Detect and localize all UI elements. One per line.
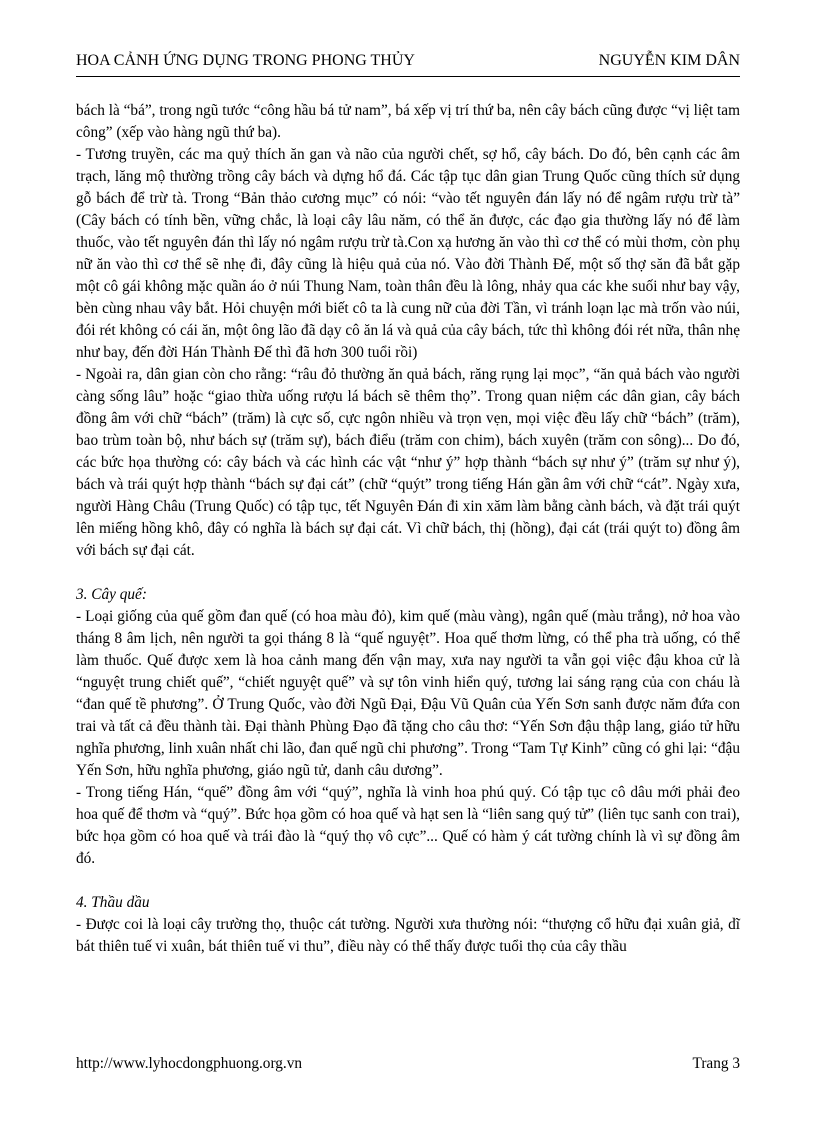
header-author: NGUYỄN KIM DÂN: [598, 52, 740, 69]
paragraph-1: bách là “bá”, trong ngũ tước “công hầu bá tử nam”, bá xếp vị trí thứ ba, nên cây bách cũng được “vị liệt tam công” (xếp vào hàng ngũ thứ ba).: [76, 102, 740, 141]
header-divider: [76, 76, 740, 77]
page-header: [76, 52, 740, 76]
section-heading-3: 3. Cây quế:: [76, 586, 147, 603]
paragraph-5: - Trong tiếng Hán, “quế” đồng âm với “quý”, nghĩa là vinh hoa phú quý. Có tập tục cô dâu mới phải đeo hoa quế để thơm và “quý”. Bức họa gồm có hoa quế và hạt sen là “liên sang quý tử” (liên tục sanh con trai), bức họa gồm có hoa quế và trái đào là “quý thọ vô cực”... Quế có hàm ý cát tường chính là vì sự đồng âm đó.: [76, 784, 740, 867]
header-title: HOA CẢNH ỨNG DỤNG TRONG PHONG THỦY: [76, 52, 415, 69]
footer-url[interactable]: http://www.lyhocdongphuong.org.vn: [76, 1055, 303, 1072]
page-number: Trang 3: [692, 1055, 740, 1072]
paragraph-3: - Ngoài ra, dân gian còn cho rằng: “râu đỏ thường ăn quả bách, răng rụng lại mọc”, “ăn quả bách vào người càng sống lâu” hoặc “giao thừa uống rượu lá bách sẽ thêm thọ”. Trong quan niệm các dân gian, cây bách đồng âm với chữ “bách” (trăm) là cực số, cực ngôn nhiều và trọn vẹn, mọi việc đều lấy chữ “bách” (trăm), bao trùm toàn bộ, như bách sự (trăm sự), bách điểu (trăm con chim), bách xuyên (trăm con sông)... Do đó, các bức họa thường có: cây bách và các hình các vật “như ý” hợp thành “bách sự như ý” (trăm sự như ý), bách và trái quýt hợp thành “bách sự đại cát” (chữ “quýt” trong tiếng Hán gần âm với chữ “cát”. Ngày xưa, người Hàng Châu (Trung Quốc) có tập tục, tết Nguyên Đán đi xin xăm làm bằng cành bách, và đặt trái quýt lên miếng hồng khô, đây có nghĩa là bách sự đại cát. Vì chữ bách, thị (hồng), đại cát (trái quýt to) đồng âm với bách sự đại cát.: [76, 366, 740, 559]
paragraph-2: - Tương truyền, các ma quỷ thích ăn gan và não của người chết, sợ hổ, cây bách. Do đó, bên cạnh các âm trạch, lăng mộ thường trồng cây bách và dựng hổ đá. Các tập tục dân gian Trung Quốc cũng thích sử dụng gỗ bách để trừ tà. Trong “Bản thảo cương mục” có nói: “vào tết nguyên đán lấy nó để ngâm rượu trừ tà” (Cây bách có tính bền, vững chắc, là loại cây lâu năm, có thể ăn được, các đạo gia thường lấy nó để làm thuốc, vào tết nguyên đán thì lấy nó ngâm rượu trừ tà.Con xạ hương ăn vào thì cơ thể có mùi thơm, còn phụ nữ ăn vào thì cơ thể sẽ nhẹ đi, đây cũng là hiệu quả của nó. Vào đời Thành Đế, một số thợ săn đã bắt gặp một cô gái không mặc quần áo ở núi Thung Nam, toàn thân đều là lông, nhảy qua các khe suối như bay vậy, bèn cùng nhau vây bắt. Hỏi chuyện mới biết cô ta là cung nữ của đời Tần, vì tránh loạn lạc mà trốn vào núi, đói rét không có cái ăn, một ông lão đã dạy cô ăn lá và quả của cây bách, tức thì không đói rét nữa, thân nhẹ như bay, đến đời Hán Thành Đế thì đã hơn 300 tuổi rồi): [76, 146, 740, 361]
page-footer: [76, 1055, 740, 1077]
document-body: [76, 100, 740, 958]
paragraph-4: - Loại giống của quế gồm đan quế (có hoa màu đỏ), kim quế (màu vàng), ngân quế (màu trắng), nở hoa vào tháng 8 âm lịch, nên người ta gọi tháng 8 là “quế nguyệt”. Hoa quế thơm lừng, có thể pha trà uống, có thể làm thuốc. Quế được xem là hoa cảnh mang đến vận may, xưa nay người ta vẫn gọi việc đậu khoa cử là “nguyệt trung chiết quế”, “chiết nguyệt quế” và sự tôn vinh hiển quý, tương lai sáng rạng của con cháu là “đan quế tề phương”. Ở Trung Quốc, vào đời Ngũ Đại, Đậu Vũ Quân của Yến Sơn sanh được năm đứa con trai và tất cả đều thành tài. Đại thành Phùng Đạo đã tặng cho câu thơ: “Yến Sơn đậu thập lang, giáo tử hữu nghĩa phương, linh xuân nhất chi lão, đan quế ngũ chi phương”. Trong “Tam Tự Kinh” cũng có ghi lại: “đậu Yến Sơn, hữu nghĩa phương, giáo ngũ tử, danh câu dương”.: [76, 608, 740, 779]
section-gap: [76, 562, 740, 584]
paragraph-6: - Được coi là loại cây trường thọ, thuộc cát tường. Người xưa thường nói: “thượng cổ hữu đại xuân giả, dĩ bát thiên tuế vi xuân, bát thiên tuế vi thu”, điều này có thể thấy được tuổi thọ của cây thầu: [76, 916, 740, 955]
section-heading-4: 4. Thầu dầu: [76, 894, 150, 911]
section-gap: [76, 870, 740, 892]
